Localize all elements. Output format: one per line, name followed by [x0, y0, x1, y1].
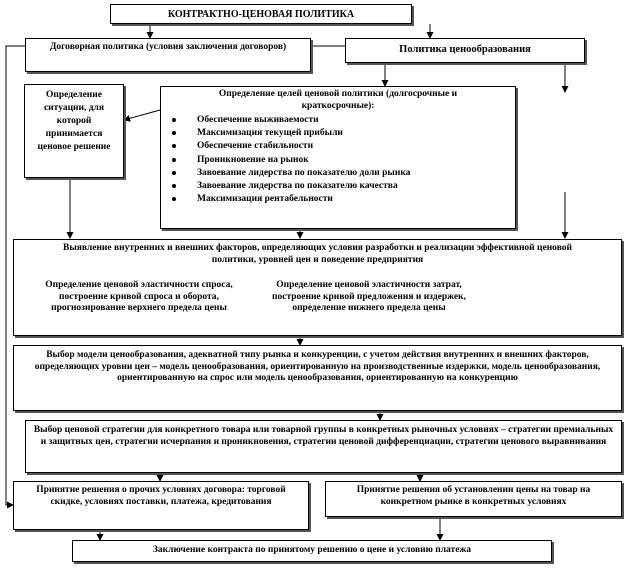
- factors-demand: Определение ценовой эластичности спроса, построение кривой спроса и оборота, прогнозирование верхнего предела цены: [45, 280, 233, 313]
- situation-box: [24, 84, 124, 178]
- goals-heading: Определение целей ценовой политики (долгосрочные и краткосрочные):: [218, 89, 458, 111]
- model-box: [13, 345, 622, 411]
- contract-policy-box: [25, 38, 311, 72]
- factors-box: [13, 239, 622, 336]
- title-box: [110, 4, 412, 24]
- goal-item: Завоевание лидерства по показателю качества: [165, 180, 511, 193]
- goals-box: [160, 86, 516, 229]
- price-decision-box: [325, 481, 622, 517]
- model-text: Выбор модели ценообразования, адекватной типу рынка и конкуренции, с учетом действия внутренних и внешних факторов, определяющих уровни цен – модель ценообразования, ориентированную на производственные издержки, модель ценообразования, ориентированную на спрос или модель ценообразования, ориентированную на конкуренцию: [34, 350, 601, 383]
- price-decision-text: Принятие решения об установлении цены на товар на конкретном рынке в конкретных условиях: [356, 485, 591, 507]
- goal-item: Обеспечение выживаемости: [165, 114, 511, 127]
- strategy-text: Выбор ценовой стратегии для конкретного товара или товарной группы в конкретных рыночных условиях – стратегии премиальных и защитных цен, стратегии исчерпания и проникновения, стратегии ценовой дифференциации, стратегии ценового выравнивания: [33, 425, 614, 447]
- pricing-policy-text: Политика ценообразования: [399, 44, 531, 55]
- strategy-box: [25, 420, 622, 473]
- goals-list: [165, 114, 511, 206]
- goal-item: Максимизация рентабельности: [165, 193, 511, 206]
- diagram-title: КОНТРАКТНО-ЦЕНОВАЯ ПОЛИТИКА: [167, 9, 355, 20]
- contract-policy-text: Договорная политика (условия заключения договоров): [49, 42, 287, 52]
- conclusion-text: Заключение контракта по принятому решению о цене и условию платежа: [152, 545, 472, 555]
- goal-item: Обеспечение стабильности: [165, 140, 511, 153]
- other-terms-text: Принятие решения о прочих условиях договора: торговой скидке, условиях поставки, платежа, кредитования: [36, 485, 286, 507]
- other-terms-box: [13, 481, 309, 530]
- conclusion-box: [72, 540, 552, 562]
- arrow-goals-to-situation: [124, 110, 160, 120]
- goal-item: Максимизация текущей прибыли: [165, 127, 511, 140]
- goal-item: Завоевание лидерства по показателю доли рынка: [165, 167, 511, 180]
- goal-item: Проникновение на рынок: [165, 154, 511, 167]
- factors-heading: Выявление внутренних и внешних факторов, определяющих условия разработки и реализации эффективной ценовой политики, уровней цен и поведение предприятия: [63, 243, 572, 265]
- situation-text: Определение ситуации, для которой принимается ценовое решение: [37, 90, 111, 152]
- factors-costs: Определение ценовой эластичности затрат, построение кривой предложения и издержек, определение нижнего предела цены: [272, 280, 466, 313]
- pricing-policy-box: [345, 38, 585, 63]
